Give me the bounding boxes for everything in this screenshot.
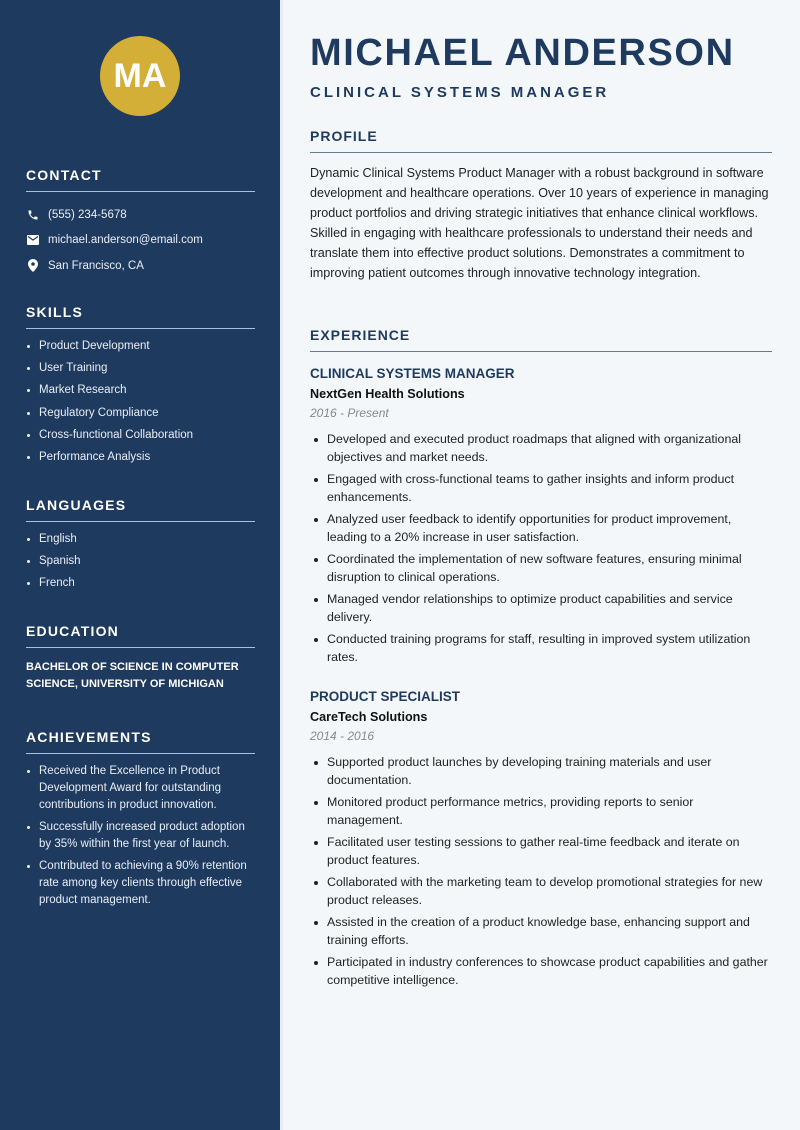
job-bullet: Engaged with cross-functional teams to gather insights and inform product enhancements.: [310, 470, 772, 506]
profile-title: PROFILE: [310, 128, 772, 153]
experience-title: EXPERIENCE: [310, 327, 772, 352]
candidate-name: MICHAEL ANDERSON: [310, 32, 735, 74]
avatar: [100, 36, 180, 116]
achievements-title: ACHIEVEMENTS: [26, 729, 255, 754]
languages-section: [26, 497, 255, 598]
contact-location: [26, 253, 255, 279]
job-bullet: Conducted training programs for staff, resulting in improved system utilization rates.: [310, 630, 772, 666]
candidate-title: CLINICAL SYSTEMS MANAGER: [310, 84, 610, 101]
job-company: NextGen Health Solutions: [310, 387, 465, 401]
skill-item: Cross-functional Collaboration: [26, 427, 255, 444]
avatar-initials: MA: [113, 56, 167, 95]
skills-title: SKILLS: [26, 304, 255, 329]
sidebar: [0, 0, 280, 1130]
contact-title: CONTACT: [26, 167, 255, 192]
achievement-item: Contributed to achieving a 90% retention rate among key clients through effective product management.: [26, 858, 255, 909]
education-degree: BACHELOR OF SCIENCE IN COMPUTER SCIENCE, UNIVERSITY OF MICHIGAN: [26, 661, 239, 690]
skill-item: Performance Analysis: [26, 449, 255, 466]
job-bullet: Coordinated the implementation of new software features, ensuring minimal disruption to clinical operations.: [310, 550, 772, 586]
skills-section: [26, 304, 255, 471]
job-bullet: Collaborated with the marketing team to develop promotional strategies for new product releases.: [310, 873, 772, 909]
job-bullet: Analyzed user feedback to identify opportunities for product improvement, leading to a 20% increase in user satisfaction.: [310, 510, 772, 546]
achievement-item: Received the Excellence in Product Development Award for outstanding contributions in product innovation.: [26, 763, 255, 814]
job-bullet: Developed and executed product roadmaps that aligned with organizational objectives and market needs.: [310, 430, 772, 466]
language-item: French: [26, 575, 255, 592]
skill-item: User Training: [26, 360, 255, 377]
job-bullet: Supported product launches by developing training materials and user documentation.: [310, 753, 772, 789]
language-item: Spanish: [26, 553, 255, 570]
job-dates: 2016 - Present: [310, 406, 389, 420]
location-text: San Francisco, CA: [48, 259, 144, 272]
phone-icon: [26, 208, 40, 222]
job-bullet: Managed vendor relationships to optimize product capabilities and service delivery.: [310, 590, 772, 626]
achievement-item: Successfully increased product adoption by 35% within the first year of launch.: [26, 819, 255, 853]
job-dates: 2014 - 2016: [310, 729, 375, 743]
profile-text: Dynamic Clinical Systems Product Manager with a robust background in software development and healthcare operations. Over 10 years of experience in managing product portfolios and driving strategic initiatives that enhance clinical workflows. Skilled in engaging with healthcare professionals to understand their needs and translate them into effective product solutions. Demonstrates a commitment to improving patient outcomes through innovative technology integration.: [310, 166, 769, 281]
languages-title: LANGUAGES: [26, 497, 255, 522]
job-entry: [310, 366, 772, 670]
language-item: English: [26, 531, 255, 548]
job-role: CLINICAL SYSTEMS MANAGER: [310, 366, 515, 381]
contact-phone: [26, 202, 255, 228]
job-bullet: Assisted in the creation of a product knowledge base, enhancing support and training efforts.: [310, 913, 772, 949]
phone-text: (555) 234-5678: [48, 208, 127, 221]
sidebar-divider: [280, 0, 283, 1130]
job-role: PRODUCT SPECIALIST: [310, 689, 461, 704]
skill-item: Regulatory Compliance: [26, 405, 255, 422]
contact-email: [26, 228, 255, 254]
achievements-section: [26, 729, 255, 914]
education-section: [26, 623, 255, 693]
job-bullet: Facilitated user testing sessions to gather real-time feedback and iterate on product features.: [310, 833, 772, 869]
education-title: EDUCATION: [26, 623, 255, 648]
skill-item: Market Research: [26, 382, 255, 399]
email-text: michael.anderson@email.com: [48, 234, 203, 247]
job-bullet: Participated in industry conferences to showcase product capabilities and gather competitive intelligence.: [310, 953, 772, 989]
job-bullet: Monitored product performance metrics, providing reports to senior management.: [310, 793, 772, 829]
location-pin-icon: [26, 259, 40, 273]
contact-section: [26, 167, 255, 279]
skill-item: Product Development: [26, 338, 255, 355]
job-entry: [310, 689, 772, 993]
job-company: CareTech Solutions: [310, 710, 428, 724]
email-icon: [26, 233, 40, 247]
